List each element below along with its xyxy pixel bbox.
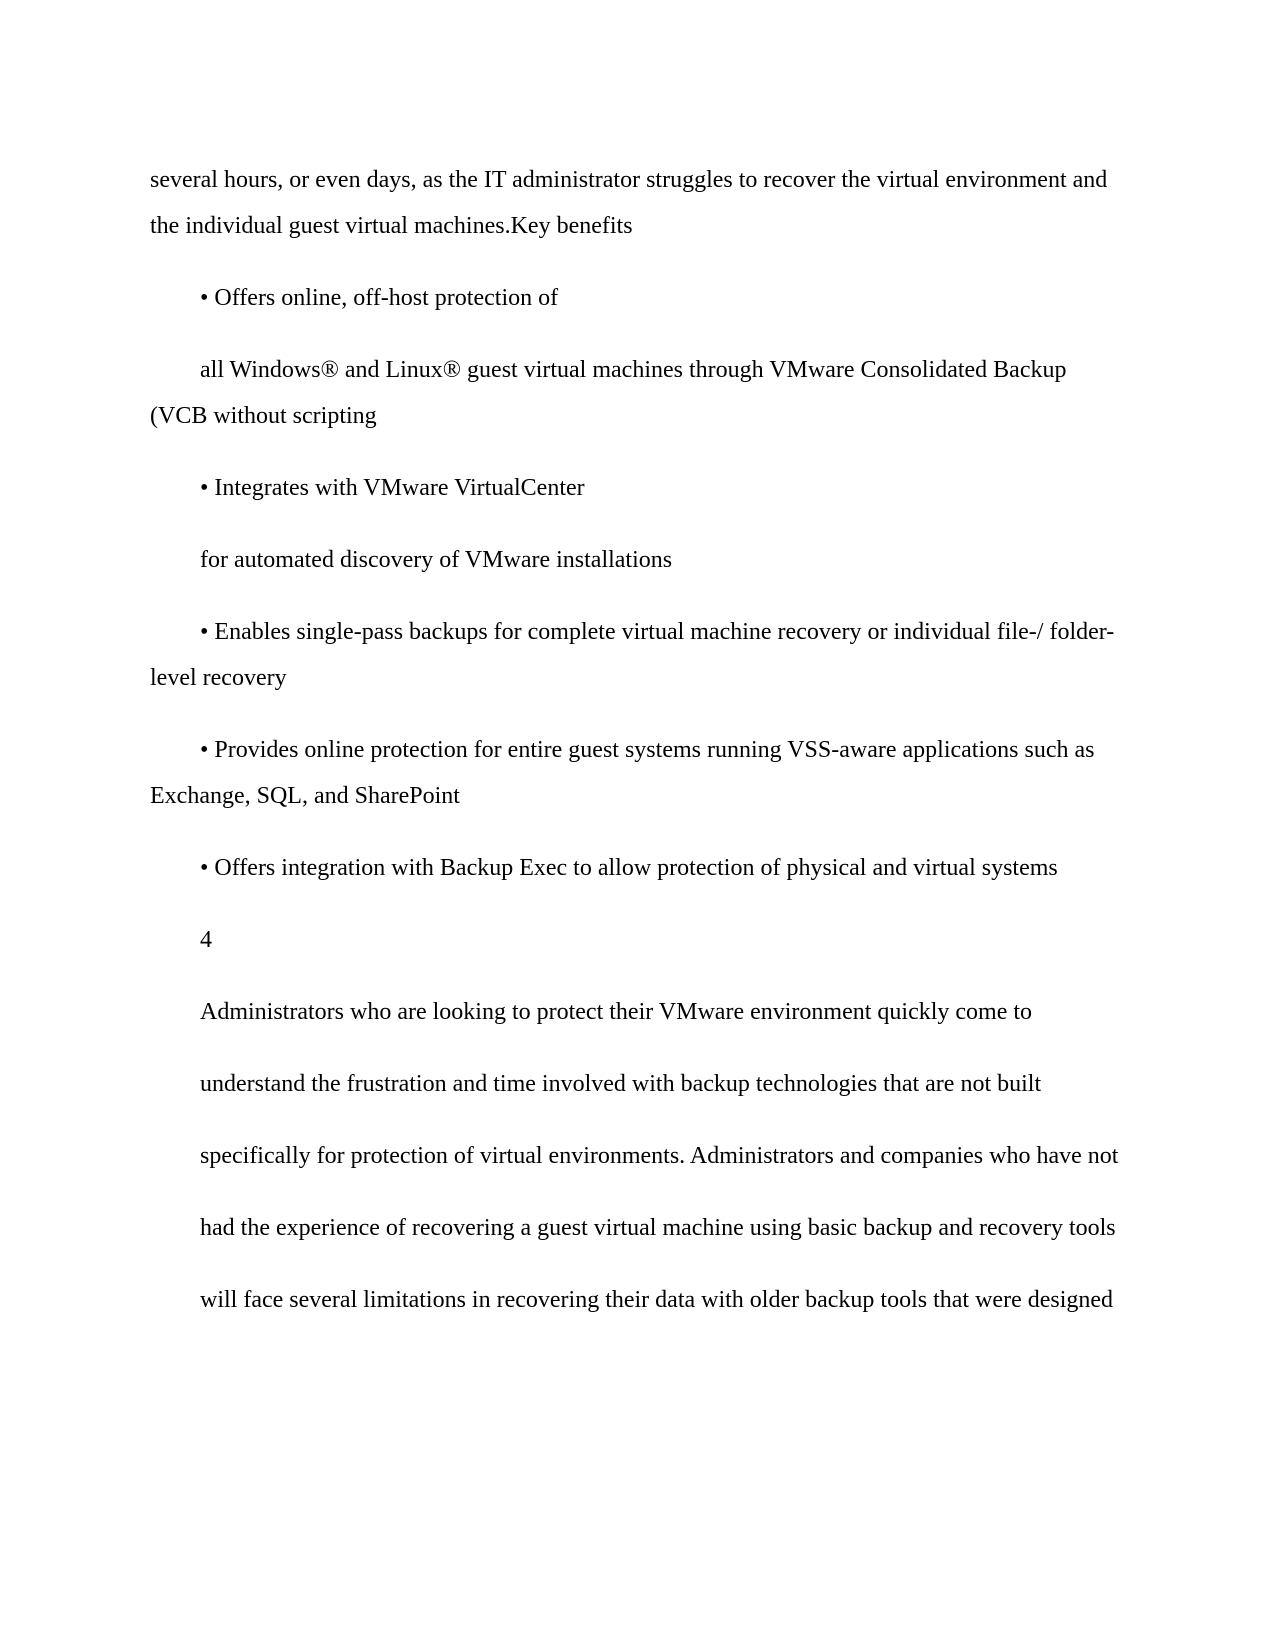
paragraph-limitations: will face several limitations in recovering their data with older backup tools that were designed bbox=[200, 1287, 1114, 1313]
page-number: 4 bbox=[200, 927, 212, 953]
document-page bbox=[150, 157, 1125, 1349]
paragraph-experience: had the experience of recovering a guest virtual machine using basic backup and recovery tools bbox=[200, 1215, 1116, 1241]
paragraph-intro: several hours, or even days, as the IT administrator struggles to recover the virtual environment and the individual guest virtual machines.Key benefits bbox=[150, 167, 1108, 239]
paragraph-frustration: understand the frustration and time involved with backup technologies that are not built bbox=[200, 1071, 1042, 1097]
paragraph-automated-discovery: for automated discovery of VMware installations bbox=[200, 547, 673, 573]
bullet-backup-exec-integration: • Offers integration with Backup Exec to allow protection of physical and virtual systems bbox=[200, 855, 1058, 881]
bullet-single-pass-backups: • Enables single-pass backups for complete virtual machine recovery or individual file-/ folder-level recovery bbox=[150, 619, 1115, 691]
paragraph-administrators: Administrators who are looking to protect their VMware environment quickly come to bbox=[200, 999, 1033, 1025]
paragraph-specifically: specifically for protection of virtual environments. Administrators and companies who have not bbox=[200, 1143, 1119, 1169]
bullet-vss-aware-protection: • Provides online protection for entire guest systems running VSS-aware applications such as Exchange, SQL, and SharePoint bbox=[150, 737, 1095, 809]
bullet-integrates-virtualcenter: • Integrates with VMware VirtualCenter bbox=[200, 475, 585, 501]
bullet-offers-online-protection: • Offers online, off-host protection of bbox=[200, 285, 559, 311]
paragraph-windows-linux: all Windows® and Linux® guest virtual machines through VMware Consolidated Backup (VCB without scripting bbox=[150, 357, 1067, 429]
